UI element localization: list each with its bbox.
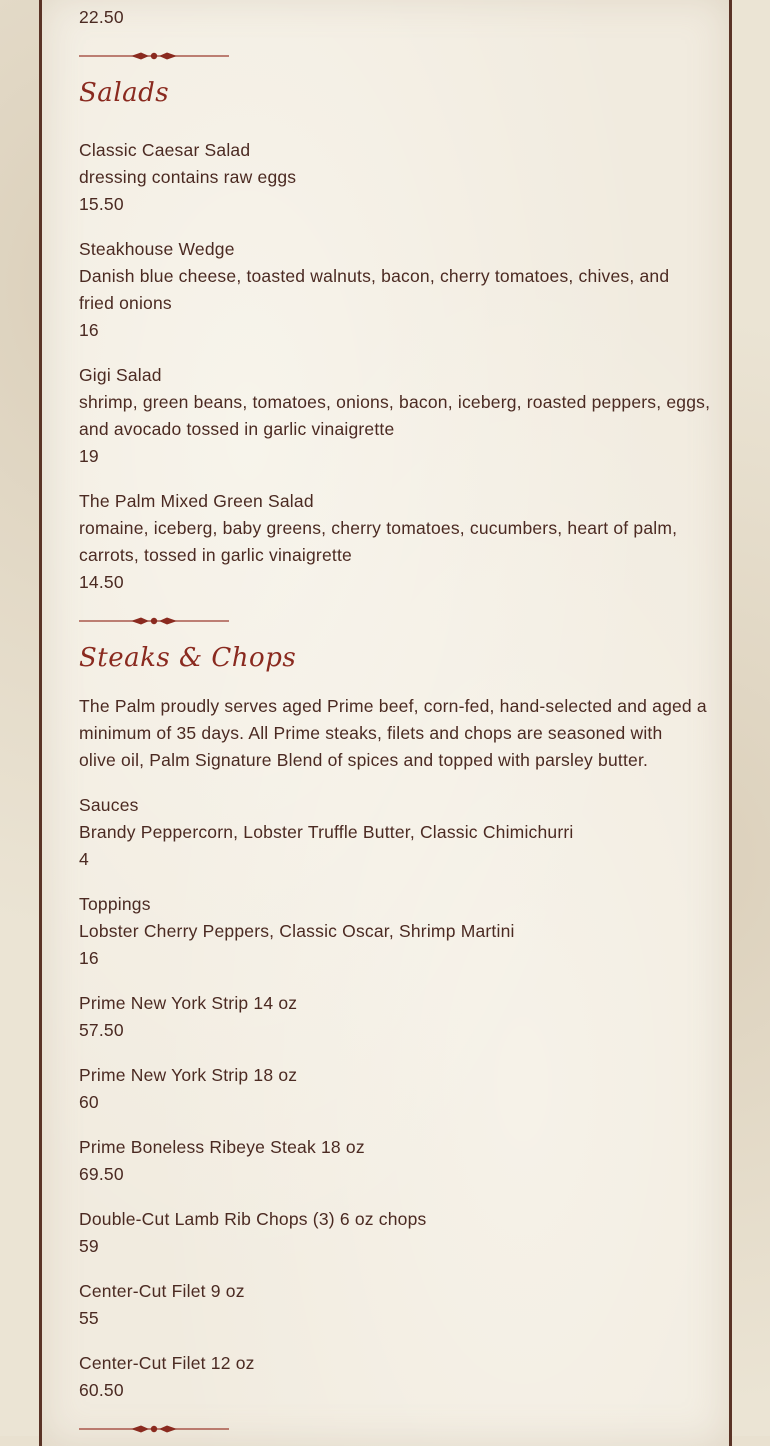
section-heading-steaks-chops: Steaks & Chops xyxy=(79,643,297,673)
item-name: Toppings xyxy=(79,894,151,914)
item-description: shrimp, green beans, tomatoes, onions, bacon, iceberg, roasted peppers, eggs, xyxy=(79,392,711,412)
item-name: Classic Caesar Salad xyxy=(79,140,251,160)
item-name: Center-Cut Filet 9 oz xyxy=(79,1281,245,1301)
item-description: romaine, iceberg, baby greens, cherry tomatoes, cucumbers, heart of palm, xyxy=(79,518,678,538)
item-description: Brandy Peppercorn, Lobster Truffle Butter, Classic Chimichurri xyxy=(79,822,574,842)
item-description: fried onions xyxy=(79,293,172,313)
ornament-divider xyxy=(79,1423,229,1435)
item-price: 16 xyxy=(79,320,99,340)
item-name: Prime Boneless Ribeye Steak 18 oz xyxy=(79,1137,365,1157)
intro-line: minimum of 35 days. All Prime steaks, filets and chops are seasoned with xyxy=(79,723,663,743)
item-price: 60 xyxy=(79,1092,99,1112)
item-name: Prime New York Strip 18 oz xyxy=(79,1065,298,1085)
item-price: 4 xyxy=(79,849,89,869)
item-name: Steakhouse Wedge xyxy=(79,239,235,259)
intro-line: The Palm proudly serves aged Prime beef, corn-fed, hand-selected and aged a xyxy=(79,696,707,716)
item-price: 16 xyxy=(79,948,99,968)
item-price: 14.50 xyxy=(79,572,124,592)
item-price: 55 xyxy=(79,1308,99,1328)
item-price: 57.50 xyxy=(79,1020,124,1040)
item-name: Gigi Salad xyxy=(79,365,162,385)
item-name: Sauces xyxy=(79,795,139,815)
item-price: 22.50 xyxy=(79,7,124,27)
item-price: 15.50 xyxy=(79,194,124,214)
item-name: Prime New York Strip 14 oz xyxy=(79,993,298,1013)
item-price: 69.50 xyxy=(79,1164,124,1184)
item-description: carrots, tossed in garlic vinaigrette xyxy=(79,545,352,565)
item-price: 60.50 xyxy=(79,1380,124,1400)
item-description: Lobster Cherry Peppers, Classic Oscar, Shrimp Martini xyxy=(79,921,515,941)
item-name: The Palm Mixed Green Salad xyxy=(79,491,314,511)
section-heading-salads: Salads xyxy=(79,78,170,108)
ornament-divider xyxy=(79,615,229,627)
item-name: Double-Cut Lamb Rib Chops (3) 6 oz chops xyxy=(79,1209,427,1229)
item-price: 59 xyxy=(79,1236,99,1256)
item-description: and avocado tossed in garlic vinaigrette xyxy=(79,419,395,439)
item-price: 19 xyxy=(79,446,99,466)
ornament-divider xyxy=(79,50,229,62)
item-description: Danish blue cheese, toasted walnuts, bacon, cherry tomatoes, chives, and xyxy=(79,266,670,286)
item-name: Center-Cut Filet 12 oz xyxy=(79,1353,255,1373)
intro-line: olive oil, Palm Signature Blend of spices and topped with parsley butter. xyxy=(79,750,649,770)
item-description: dressing contains raw eggs xyxy=(79,167,297,187)
